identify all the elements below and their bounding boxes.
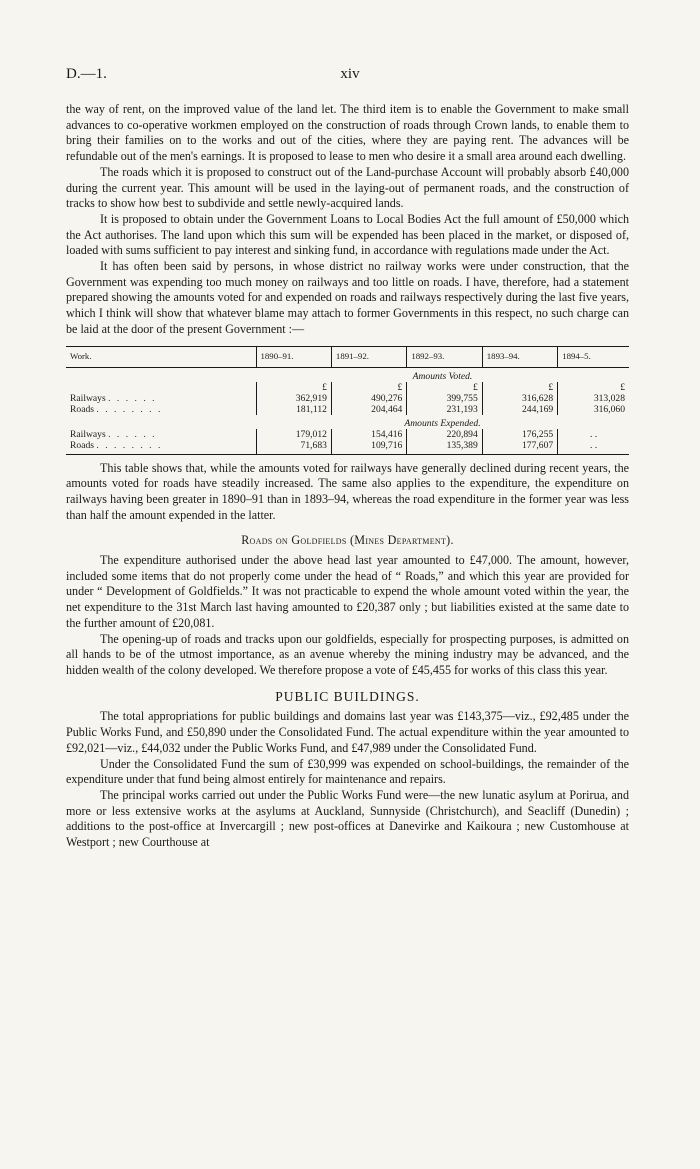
currency-symbol: £ [558, 382, 629, 393]
table-cell: 490,276 [331, 393, 406, 404]
paragraph: It is proposed to obtain under the Government Loans to Local Bodies Act the full amount of £50,000 which the Act authorises. The land upon which this sum will be expended has been placed in the market, or disposed of, loaded with sums sufficient to pay interest and sinking fund, in accordance with regulations made under the Act. [66, 211, 629, 258]
paragraph: The principal works carried out under the Public Works Fund were—the new lunatic asylum at Porirua, and more or less extensive works at the asylums at Auckland, Sunnyside (Christchurch), and Seacliff (Dunedin) ; additions to the post-office at Invercargill ; new post-offices at Danevirke and Kaikoura ; new Customhouse at Westport ; new Courthouse at [66, 787, 629, 850]
column-header-work: Work. [66, 346, 256, 367]
table-cell: 399,755 [407, 393, 482, 404]
paragraph: The total appropriations for public buildings and domains last year was £143,375—viz., £92,485 under the Public Works Fund, and £50,890 under the Consolidated Fund. The actual expenditure within the year amounted to £92,021—viz., £44,032 under the Public Works Fund, and £47,989 under the Consolidated Fund. [66, 709, 629, 755]
row-label: Roads [70, 439, 94, 451]
page-header [66, 66, 634, 86]
column-header-year: 1893–94. [482, 346, 557, 367]
paragraph: the way of rent, on the improved value of the land let. The third item is to enable the Government to make small advances to co-operative workmen employed on the construction of roads through Crown lands, to enable them to bring their families on to the works and out of the cities, where they are paying rent. The advances will be refundable out of the men's earnings. It is proposed to lease to men who desire it a small area around each dwelling. [66, 102, 629, 164]
table-cell: 204,464 [331, 404, 406, 415]
table-cell: 244,169 [482, 404, 557, 415]
row-label: Railways [70, 428, 106, 440]
table-cell: 154,416 [331, 429, 406, 440]
table-cell: 109,716 [331, 440, 406, 455]
section-label-voted: Amounts Voted. [412, 370, 473, 382]
table-cell: 135,389 [407, 440, 482, 455]
table-cell: 71,683 [256, 440, 331, 455]
currency-symbol: £ [256, 382, 331, 393]
table-row [66, 393, 629, 404]
roads-railways-table [66, 346, 629, 455]
section-heading-public-buildings: PUBLIC BUILDINGS. [275, 688, 420, 704]
paragraph: This table shows that, while the amounts voted for railways have generally declined during recent years, the amounts voted for roads have steadily increased. The same also applies to the expenditure, the expenditure on railways having been greater in 1890–91 than in 1893–94, whereas the road expenditure in the former year was less than half the amount expended in the latter. [66, 460, 629, 522]
table-cell: 177,607 [482, 440, 557, 455]
currency-row [66, 382, 629, 393]
table-cell: 176,255 [482, 429, 557, 440]
section-label-expended: Amounts Expended. [404, 417, 481, 429]
leader-dots: . . . . . . [108, 428, 157, 440]
table-cell: 181,112 [256, 404, 331, 415]
paragraph: Under the Consolidated Fund the sum of £30,999 was expended on school-buildings, the remainder of the expenditure under that fund being almost entirely for maintenance and repairs. [66, 756, 629, 787]
paragraph: The roads which it is proposed to construct out of the Land-purchase Account will probably absorb £40,000 during the current year. This amount will be used in the laying-out of permanent roads, and the construction of tracks to show how best to subdivide and settle newly-acquired lands. [66, 164, 629, 211]
page-number: xiv [340, 66, 360, 82]
leader-dots: . . . . . . [108, 392, 157, 404]
table-row [66, 429, 629, 440]
table-header-row [66, 346, 629, 367]
currency-symbol: £ [407, 382, 482, 393]
table-cell: 316,628 [482, 393, 557, 404]
currency-symbol: £ [482, 382, 557, 393]
currency-symbol: £ [331, 382, 406, 393]
table-cell: 313,028 [558, 393, 629, 404]
table-cell: 179,012 [256, 429, 331, 440]
table-row [66, 440, 629, 455]
table-cell: 316,060 [558, 404, 629, 415]
table-cell: 231,193 [407, 404, 482, 415]
leader-dots: . . . . . . . . [96, 439, 163, 451]
paragraph: It has often been said by persons, in whose district no railway works were under construction, that the Government was expending too much money on railways and too little on roads. I have, therefore, had a statement prepared showing the amounts voted for and expended on roads and railways respectively during the last five years, which I think will show that whatever blame may attach to former Governments in this respect, no such charge can be laid at the door of the present Government :— [66, 259, 629, 336]
row-label: Roads [70, 403, 94, 415]
row-label: Railways [70, 392, 106, 404]
column-header-year: 1892–93. [407, 346, 482, 367]
column-header-year: 1891–92. [331, 346, 406, 367]
document-reference: D.—1. [66, 66, 107, 82]
column-header-year: 1890–91. [256, 346, 331, 367]
column-header-year: 1894–5. [558, 346, 629, 367]
document-body [66, 102, 629, 851]
paragraph: The expenditure authorised under the above head last year amounted to £47,000. The amount, however, included some items that do not properly come under the head of “ Roads,” and which this year are provided for under “ Development of Goldfields.” It was not practicable to expend the whole amount voted within the year, the net expenditure to the 31st March last having amounted to £20,387 only ; but liabilities existed at the same date to the further amount of £20,081. [66, 553, 629, 630]
table-cell: 220,894 [407, 429, 482, 440]
section-heading-goldfields-roads: Roads on Goldfields (Mines Department). [241, 533, 454, 548]
table-row [66, 404, 629, 415]
table-cell: . . [558, 429, 629, 440]
leader-dots: . . . . . . . . [96, 403, 163, 415]
table-cell: . . [558, 440, 629, 455]
table-cell: 362,919 [256, 393, 331, 404]
paragraph: The opening-up of roads and tracks upon our goldfields, especially for prospecting purposes, is admitted on all hands to be of the utmost importance, as an avenue whereby the mining industry may be advanced, and the hidden wealth of the colony developed. We therefore propose a vote of £45,455 for works of this class this year. [66, 631, 629, 677]
